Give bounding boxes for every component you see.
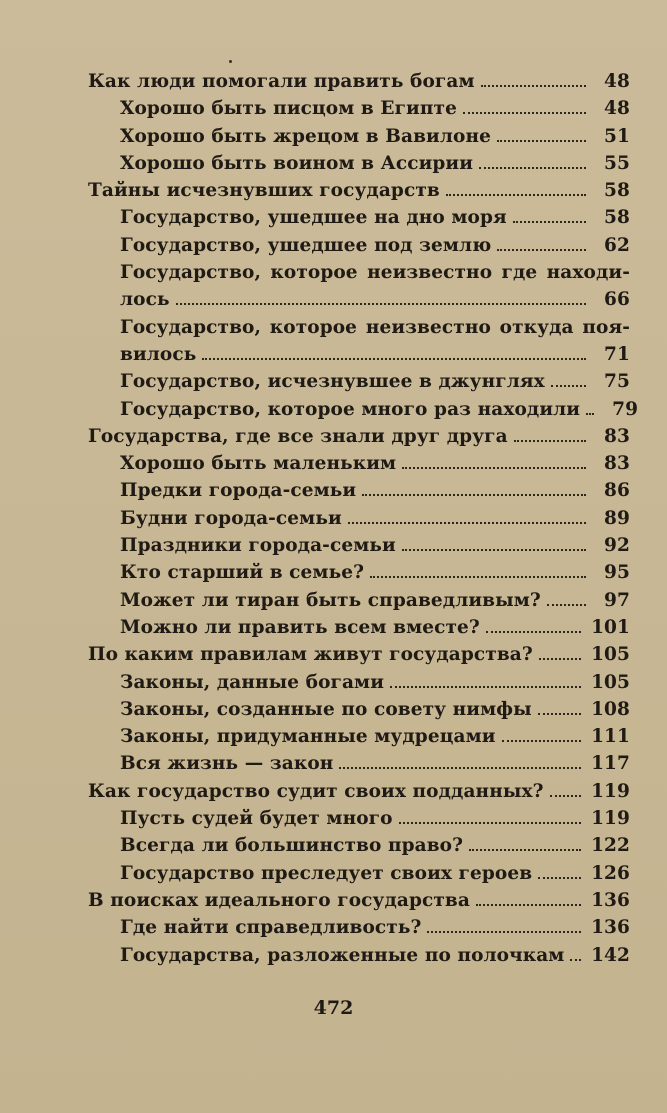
toc-entry bbox=[88, 95, 630, 122]
page-number: 472 bbox=[313, 997, 354, 1019]
dot-leader bbox=[362, 493, 586, 496]
toc-section bbox=[88, 641, 630, 668]
toc-entry-text: Хорошо быть маленьким bbox=[120, 453, 397, 475]
toc-entry-text: В поисках идеального государства bbox=[88, 889, 470, 911]
toc-entry-text: По каким правилам живут государства? bbox=[88, 644, 533, 666]
toc-entry-text: Тайны исчезнувших государств bbox=[88, 180, 440, 202]
dot-leader bbox=[486, 630, 581, 633]
toc-entry-text: Государства, разложенные по полочкам bbox=[120, 944, 565, 966]
toc-entry bbox=[88, 477, 630, 504]
dot-leader bbox=[463, 111, 586, 114]
dot-leader bbox=[446, 193, 586, 196]
toc-entry-text: Государство, которое неизвестно где находи- bbox=[120, 262, 630, 284]
toc-entry-text: вилось bbox=[120, 343, 197, 365]
toc-page-number: 66 bbox=[604, 289, 630, 311]
toc-entry-text: Может ли тиран быть справедливым? bbox=[120, 589, 541, 611]
toc-page-number: 119 bbox=[591, 780, 630, 802]
toc-page-number: 48 bbox=[604, 98, 630, 120]
toc-page-number: 51 bbox=[604, 125, 630, 147]
dot-leader bbox=[502, 739, 582, 742]
toc-entry-text: Будни города-семьи bbox=[120, 507, 342, 529]
toc-page-number: 95 bbox=[604, 562, 630, 584]
toc-page-number: 111 bbox=[591, 726, 630, 748]
toc-page-number: 71 bbox=[604, 343, 630, 365]
toc-entry bbox=[88, 150, 630, 177]
toc-entry-text: Где найти справедливость? bbox=[120, 917, 422, 939]
toc-page-number: 75 bbox=[604, 371, 630, 393]
dot-leader bbox=[586, 412, 594, 415]
dot-leader bbox=[348, 521, 586, 524]
toc-entry-text: Государства, где все знали друг друга bbox=[88, 425, 508, 447]
dot-leader bbox=[399, 821, 582, 824]
dot-leader bbox=[497, 248, 586, 251]
toc-entry-text: Хорошо быть писцом в Египте bbox=[120, 98, 457, 120]
toc-entry bbox=[88, 505, 630, 532]
toc-entry bbox=[88, 750, 630, 777]
toc-page-number: 101 bbox=[591, 616, 630, 638]
toc-page-number: 117 bbox=[591, 753, 630, 775]
toc-entry bbox=[88, 723, 630, 750]
toc-entry-text: Государство, исчезнувшее в джунглях bbox=[120, 371, 545, 393]
dot-leader bbox=[539, 657, 581, 660]
toc-section bbox=[88, 177, 630, 204]
toc-entry bbox=[88, 587, 630, 614]
dot-leader bbox=[551, 384, 586, 387]
toc-entry-text: Государство, ушедшее на дно моря bbox=[120, 207, 507, 229]
toc-entry-text: Предки города-семьи bbox=[120, 480, 357, 502]
dot-leader bbox=[402, 466, 586, 469]
toc-page-number: 136 bbox=[591, 889, 630, 911]
toc-page-number: 58 bbox=[604, 207, 630, 229]
dot-leader bbox=[390, 685, 581, 688]
dot-leader bbox=[550, 794, 582, 797]
dot-leader bbox=[427, 930, 581, 933]
dot-leader bbox=[497, 139, 586, 142]
dot-leader bbox=[476, 903, 581, 906]
toc-entry bbox=[88, 286, 630, 313]
toc-page-number: 136 bbox=[591, 917, 630, 939]
dot-leader bbox=[514, 439, 586, 442]
toc-entry-text: Государство, ушедшее под землю bbox=[120, 234, 492, 256]
toc-entry bbox=[88, 532, 630, 559]
dot-leader bbox=[513, 220, 586, 223]
ink-speck bbox=[229, 60, 232, 63]
toc-page-number: 83 bbox=[604, 425, 630, 447]
toc-entry bbox=[88, 860, 630, 887]
toc-section bbox=[88, 778, 630, 805]
toc-entry bbox=[88, 805, 630, 832]
dot-leader bbox=[339, 766, 581, 769]
toc-entry bbox=[88, 559, 630, 586]
toc-page-number: 92 bbox=[604, 535, 630, 557]
toc-page-number: 105 bbox=[591, 644, 630, 666]
toc-entry-text: Государство преследует своих героев bbox=[120, 862, 533, 884]
toc-page-number: 105 bbox=[591, 671, 630, 693]
toc-entry-text: Хорошо быть воином в Ассирии bbox=[120, 152, 474, 174]
toc-page-number: 126 bbox=[591, 862, 630, 884]
toc-page-number: 122 bbox=[591, 835, 630, 857]
toc-entry bbox=[88, 341, 630, 368]
toc-entry bbox=[88, 396, 639, 423]
toc-page-number: 142 bbox=[591, 944, 630, 966]
dot-leader bbox=[547, 603, 586, 606]
toc-entry-text: Государство, которое неизвестно откуда поя- bbox=[120, 316, 630, 338]
dot-leader bbox=[402, 548, 586, 551]
toc-entry bbox=[88, 942, 630, 969]
toc-entry-wrapped bbox=[88, 259, 630, 286]
toc-entry-text: лось bbox=[120, 289, 170, 311]
toc-page-number: 48 bbox=[604, 71, 630, 92]
dot-leader bbox=[538, 876, 581, 879]
toc-entry bbox=[88, 669, 630, 696]
toc-section bbox=[88, 68, 630, 95]
toc-entry-text: Как государство судит своих подданных? bbox=[88, 780, 544, 802]
toc-page-number: 86 bbox=[604, 480, 630, 502]
toc-page-number: 119 bbox=[591, 808, 630, 830]
dot-leader bbox=[202, 357, 586, 360]
dot-leader bbox=[570, 958, 581, 961]
toc-entry-text: Пусть судей будет много bbox=[120, 808, 393, 830]
toc-entry bbox=[88, 696, 630, 723]
toc-page-number: 83 bbox=[604, 453, 630, 475]
toc-entry-text: Можно ли править всем вместе? bbox=[120, 616, 480, 638]
toc-section bbox=[88, 887, 630, 914]
toc-entry bbox=[88, 832, 630, 859]
toc-entry-text: Законы, придуманные мудрецами bbox=[120, 726, 496, 748]
toc-section bbox=[88, 423, 630, 450]
toc-entry bbox=[88, 614, 630, 641]
toc-entry bbox=[88, 450, 630, 477]
toc-page-number: 108 bbox=[591, 698, 630, 720]
toc-page-number: 97 bbox=[604, 589, 630, 611]
toc-entry-wrapped bbox=[88, 314, 630, 341]
toc-entry bbox=[88, 204, 630, 231]
toc-page-number: 89 bbox=[604, 507, 630, 529]
dot-leader bbox=[481, 84, 586, 87]
dot-leader bbox=[538, 712, 581, 715]
toc-page-number: 79 bbox=[612, 398, 639, 420]
toc-page-number: 55 bbox=[604, 152, 630, 174]
dot-leader bbox=[176, 302, 586, 305]
toc-entry bbox=[88, 123, 630, 150]
toc-page-number: 58 bbox=[604, 180, 630, 202]
toc-entry-text: Вся жизнь — закон bbox=[120, 753, 334, 775]
toc-entry-text: Государство, которое много раз находили bbox=[120, 398, 581, 420]
toc-entry-text: Как люди помогали править богам bbox=[88, 71, 475, 92]
dot-leader bbox=[469, 848, 581, 851]
toc-page-number: 62 bbox=[604, 234, 630, 256]
toc-entry-text: Всегда ли большинство право? bbox=[120, 835, 464, 857]
toc-entry-text: Кто старший в семье? bbox=[120, 562, 365, 584]
toc-entry bbox=[88, 368, 630, 395]
dot-leader bbox=[370, 575, 586, 578]
toc-entry-text: Законы, созданные по совету нимфы bbox=[120, 698, 532, 720]
toc-entry-text: Праздники города-семьи bbox=[120, 535, 396, 557]
toc-entry-text: Хорошо быть жрецом в Вавилоне bbox=[120, 125, 491, 147]
toc-entry-text: Законы, данные богами bbox=[120, 671, 385, 693]
table-of-contents bbox=[88, 68, 639, 969]
dot-leader bbox=[479, 166, 586, 169]
toc-entry bbox=[88, 232, 630, 259]
toc-entry bbox=[88, 914, 630, 941]
